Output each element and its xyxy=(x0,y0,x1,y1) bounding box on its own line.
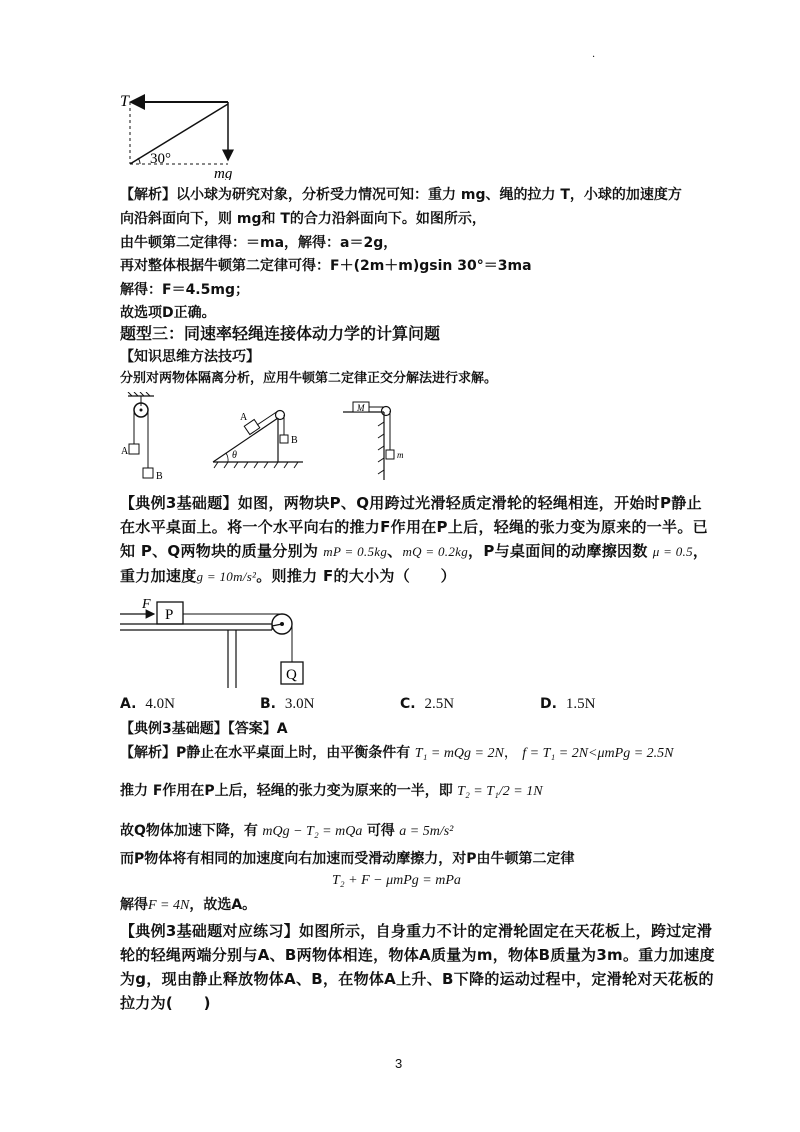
svg-text:A: A xyxy=(121,446,129,457)
svg-text:θ: θ xyxy=(232,450,237,461)
example3-line4: 重力加速度g = 10m/s²。则推力 F的大小为（ ） xyxy=(120,567,456,585)
svg-text:A: A xyxy=(240,412,248,423)
svg-text:B: B xyxy=(156,471,163,482)
solution1-line1: 【解析】以小球为研究对象，分析受力情况可知：重力 mg、绳的拉力 T，小球的加速度方 xyxy=(120,187,682,203)
svg-text:m: m xyxy=(397,450,404,460)
answer-line: 【典例3基础题】【答案】A xyxy=(120,721,288,737)
practice-line3: 为g，现由静止释放物体A、B，在物体A上升、B下降的运动过程中，定滑轮对天花板的 xyxy=(120,970,714,988)
svg-text:F: F xyxy=(142,597,151,612)
solution3-line1: 【解析】P静止在水平桌面上时，由平衡条件有 T₁ = mQg = 2N， f = T₁ = 2N<μmPg = 2.5N xyxy=(120,745,674,761)
pulley-setups-figure xyxy=(118,392,418,484)
solution3-line5: 解得F = 4N，故选A。 xyxy=(120,897,257,913)
option-B[interactable]: B. 3.0N xyxy=(260,696,315,712)
practice-line1: 【典例3基础题对应练习】如图所示，自身重力不计的定滑轮固定在天花板上，跨过定滑 xyxy=(120,922,713,940)
solution1-line4: 再对整体根据牛顿第二定律可得：F＋(2m＋m)gsin 30°＝3ma xyxy=(120,258,532,274)
solution3-equation: T₂ + F − μmPg = mPa xyxy=(332,873,461,888)
practice-line2: 轮的轻绳两端分别与A、B两物体相连，物体A质量为m，物体B质量为3m。重力加速度 xyxy=(120,946,715,964)
solution1-line6: 故选项D正确。 xyxy=(120,305,216,321)
option-D[interactable]: D. 1.5N xyxy=(540,696,596,712)
solution3-line2: 推力 F作用在P上后，轻绳的张力变为原来的一半，即 T₂ = T₁/2 = 1N xyxy=(120,783,543,799)
method-text: 分别对两物体隔离分析，应用牛顿第二定律正交分解法进行求解。 xyxy=(120,371,498,386)
label-mg: mg xyxy=(214,166,233,180)
section-title: 题型三：同速率轻绳连接体动力学的计算问题 xyxy=(120,324,441,343)
label-angle: 30° xyxy=(150,151,171,167)
resultant-line xyxy=(130,104,228,164)
solution1-line3: 由牛顿第二定律得：＝ma，解得：a＝2g， xyxy=(120,235,398,251)
option-A[interactable]: A. 4.0N xyxy=(120,696,175,712)
method-title: 【知识思维方法技巧】 xyxy=(120,349,260,365)
example3-line2: 在水平桌面上。将一个水平向右的推力F作用在P上后，轻绳的张力变为原来的一半。已 xyxy=(120,518,708,536)
solution3-line4: 而P物体将有相同的加速度向右加速而受滑动摩擦力，对P由牛顿第二定律 xyxy=(120,851,575,867)
solution3-line3: 故Q物体加速下降，有 mQg − T₂ = mQa 可得 a = 5m/s² xyxy=(120,823,454,839)
label-T: T xyxy=(120,93,129,110)
solution1-line5: 解得：F＝4.5mg； xyxy=(120,282,249,298)
table-pulley-figure xyxy=(120,594,310,690)
svg-text:B: B xyxy=(291,435,298,446)
practice-line4: 拉力为( ) xyxy=(120,994,211,1012)
corner-dot: · xyxy=(592,52,596,63)
svg-text:M: M xyxy=(357,403,365,413)
svg-text:Q: Q xyxy=(286,667,297,683)
solution1-line2: 向沿斜面向下，则 mg和 T的合力沿斜面向下。如图所示， xyxy=(120,211,486,227)
page-number: 3 xyxy=(395,1056,403,1071)
force-triangle-figure xyxy=(118,90,248,180)
example3-line3: 知 P、Q两物块的质量分别为 mP = 0.5kg、mQ = 0.2kg，P与桌面间的动摩擦因数 μ = 0.5， xyxy=(120,542,709,560)
option-C[interactable]: C. 2.5N xyxy=(400,696,455,712)
svg-text:P: P xyxy=(165,607,174,623)
example3-line1: 【典例3基础题】如图，两物块P、Q用跨过光滑轻质定滑轮的轻绳相连，开始时P静止 xyxy=(120,494,702,512)
